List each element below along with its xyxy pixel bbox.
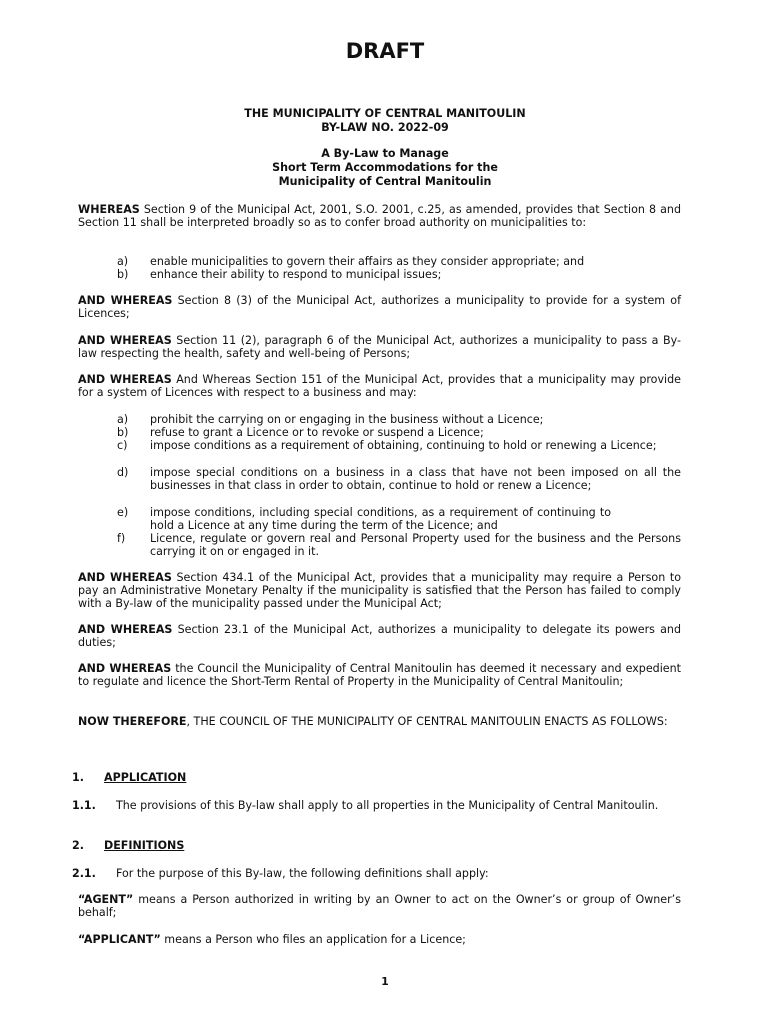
list-item bbox=[78, 426, 681, 439]
bylaw-number: BY-LAW NO. 2022-09 bbox=[321, 121, 449, 134]
definition-text: means a Person who files an application for a Licence; bbox=[160, 933, 466, 946]
list-item-label: a) bbox=[117, 255, 129, 268]
whereas-text: the Council the Municipality of Central Manitoulin has deemed it necessary and expedient to regulate and licence the Short-Term Rental of Property in the Municipality of Central Manitoulin; bbox=[78, 662, 681, 688]
definition-term: “AGENT” bbox=[78, 893, 134, 906]
municipality-title: THE MUNICIPALITY OF CENTRAL MANITOULIN bbox=[244, 107, 526, 120]
list-item bbox=[78, 413, 681, 426]
whereas-lead: AND WHEREAS bbox=[78, 623, 173, 636]
whereas-text: Section 434.1 of the Municipal Act, provides that a municipality may require a Person to pay an Administrative Monetary Penalty if the municipality is satisfied that the Person has failed to comply with a By-law of the municipality passed under the Municipal Act; bbox=[78, 571, 681, 610]
bylaw-title-line-3: Municipality of Central Manitoulin bbox=[278, 175, 492, 188]
subsection-text: For the purpose of this By-law, the following definitions shall apply: bbox=[116, 867, 489, 880]
section-title: APPLICATION bbox=[104, 771, 187, 784]
whereas-clause-2 bbox=[78, 294, 681, 320]
whereas-clause-3 bbox=[78, 334, 681, 360]
list-item-text: prohibit the carrying on or engaging in the business without a Licence; bbox=[150, 413, 544, 426]
list-item-label: d) bbox=[117, 466, 129, 479]
definition-term: “APPLICANT” bbox=[78, 933, 161, 946]
subsection-text: The provisions of this By-law shall apply to all properties in the Municipality of Central Manitoulin. bbox=[116, 799, 659, 812]
list-item bbox=[78, 268, 681, 281]
whereas-text: And Whereas Section 151 of the Municipal Act, provides that a municipality may provide for a system of Licences with respect to a business and may: bbox=[78, 373, 681, 399]
list-item-label: e) bbox=[117, 506, 129, 519]
bylaw-title-line-2: Short Term Accommodations for the bbox=[272, 161, 498, 174]
list-item bbox=[78, 255, 681, 268]
list-item-label: a) bbox=[117, 413, 129, 426]
list-item-label: c) bbox=[117, 439, 128, 452]
definition-agent bbox=[78, 893, 681, 919]
list-item-text: impose conditions as a requirement of obtaining, continuing to hold or renewing a Licence; bbox=[150, 439, 657, 452]
list-item-label: b) bbox=[117, 426, 129, 439]
definition-text: means a Person authorized in writing by an Owner to act on the Owner’s or group of Owner’s behalf; bbox=[78, 893, 681, 919]
whereas-clause-5 bbox=[78, 571, 681, 610]
whereas-lead: WHEREAS bbox=[78, 203, 140, 216]
subsection-number: 1.1. bbox=[72, 799, 96, 812]
whereas-text: Section 9 of the Municipal Act, 2001, S.O. 2001, c.25, as amended, provides that Section 8 and Section 11 shall be interpreted broadly so as to confer broad authority on municipalities to: bbox=[78, 203, 681, 229]
subsection-1-1 bbox=[72, 799, 681, 812]
whereas-lead: AND WHEREAS bbox=[78, 373, 172, 386]
whereas-text: Section 23.1 of the Municipal Act, authorizes a municipality to delegate its powers and duties; bbox=[78, 623, 681, 649]
page-number: 1 bbox=[381, 975, 389, 988]
list-item bbox=[78, 506, 681, 532]
enacting-text: , THE COUNCIL OF THE MUNICIPALITY OF CENTRAL MANITOULIN ENACTS AS FOLLOWS: bbox=[186, 715, 668, 728]
list-item bbox=[78, 532, 681, 558]
subsection-number: 2.1. bbox=[72, 867, 96, 880]
list-item-label: f) bbox=[117, 532, 126, 545]
section-number: 1. bbox=[72, 771, 84, 784]
whereas-clause-4 bbox=[78, 373, 681, 399]
list-item bbox=[78, 439, 681, 452]
section-title: DEFINITIONS bbox=[104, 839, 185, 852]
whereas-clause-1 bbox=[78, 203, 681, 229]
whereas-text: Section 8 (3) of the Municipal Act, authorizes a municipality to provide for a system of Licences; bbox=[78, 294, 681, 320]
list-item bbox=[78, 466, 681, 492]
list-item-text: enable municipalities to govern their affairs as they consider appropriate; and bbox=[150, 255, 585, 268]
enacting-clause bbox=[78, 715, 681, 728]
list-item-text: impose conditions, including special conditions, as a requirement of continuing to hold a Licence at any time during the term of the Licence; and bbox=[150, 506, 611, 532]
subsection-2-1 bbox=[72, 867, 681, 880]
draft-heading: DRAFT bbox=[345, 39, 425, 63]
bylaw-title-line-1: A By-Law to Manage bbox=[321, 147, 449, 160]
enacting-lead: NOW THEREFORE bbox=[78, 715, 187, 728]
list-item-text: enhance their ability to respond to municipal issues; bbox=[150, 268, 442, 281]
list-item-text: refuse to grant a Licence or to revoke or suspend a Licence; bbox=[150, 426, 484, 439]
whereas-clause-6 bbox=[78, 623, 681, 649]
section-number: 2. bbox=[72, 839, 84, 852]
list-item-label: b) bbox=[117, 268, 129, 281]
whereas-lead: AND WHEREAS bbox=[78, 294, 173, 307]
whereas-text: Section 11 (2), paragraph 6 of the Municipal Act, authorizes a municipality to pass a By-law respecting the health, safety and well-being of Persons; bbox=[78, 334, 681, 360]
definition-applicant bbox=[78, 933, 681, 946]
whereas-lead: AND WHEREAS bbox=[78, 662, 172, 675]
whereas-lead: AND WHEREAS bbox=[78, 571, 172, 584]
whereas-clause-7 bbox=[78, 662, 681, 688]
list-item-text: Licence, regulate or govern real and Personal Property used for the business and the Persons carrying it on or engaged in it. bbox=[150, 532, 681, 558]
list-item-text: impose special conditions on a business in a class that have not been imposed on all the businesses in that class in order to obtain, continue to hold or renew a Licence; bbox=[150, 466, 681, 492]
whereas-lead: AND WHEREAS bbox=[78, 334, 172, 347]
